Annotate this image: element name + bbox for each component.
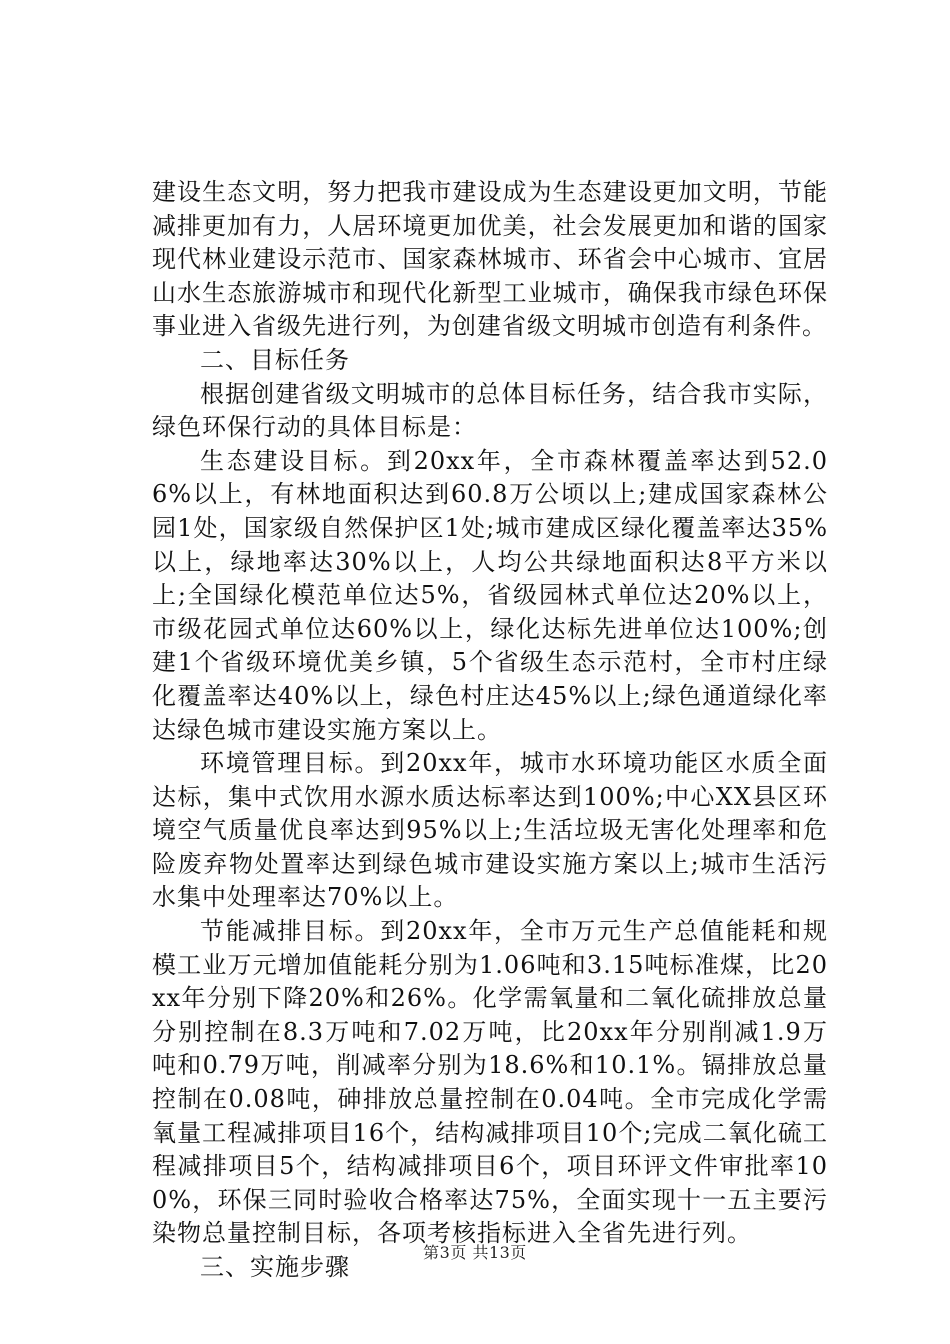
paragraph-energy-saving-goals: 节能减排目标。到20xx年，全市万元生产总值能耗和规模工业万元增加值能耗分别为1.06吨和3.15吨标准煤，比20xx年分别下降20%和26%。化学需氧量和二氧化硫排放总量分别控制在8.3万吨和7.02万吨，比20xx年分别削减1.9万吨和0.79万吨，削减率分别为18.6%和10.1%。镉排放总量控制在0.08吨，砷排放总量控制在0.04吨。全市完成化学需氧量工程减排项目16个，结构减排项目10个;完成二氧化硫工程减排项目5个，结构减排项目6个，项目环评文件审批率100%，环保三同时验收合格率达75%，全面实现十一五主要污染物总量控制目标，各项考核指标进入全省先进行列。 bbox=[152, 917, 828, 1248]
page-number-footer: 第3页 共13页 bbox=[423, 1243, 527, 1262]
paragraph-goals-intro: 根据创建省级文明城市的总体目标任务，结合我市实际，绿色环保行动的具体目标是： bbox=[152, 379, 828, 442]
paragraph-intro-continuation: 建设生态文明，努力把我市建设成为生态建设更加文明，节能减排更加有力，人居环境更加优美，社会发展更加和谐的国家现代林业建设示范市、国家森林城市、环省会中心城市、宜居山水生态旅游城市和现代化新型工业城市，确保我市绿色环保事业进入省级先进行列，为创建省级文明城市创造有利条件。 bbox=[152, 178, 828, 341]
paragraph-environment-management-goals: 环境管理目标。到20xx年，城市水环境功能区水质全面达标，集中式饮用水源水质达标率达到100%;中心XX县区环境空气质量优良率达到95%以上;生活垃圾无害化处理率和危险废弃物处置率达到绿色城市建设实施方案以上;城市生活污水集中处理率达70%以上。 bbox=[152, 749, 828, 912]
section-heading-goals: 二、目标任务 bbox=[200, 345, 350, 374]
section-heading-implementation-steps: 三、实施步骤 bbox=[200, 1253, 350, 1281]
document-body bbox=[152, 176, 828, 1285]
paragraph-ecological-goals: 生态建设目标。到20xx年，全市森林覆盖率达到52.06%以上，有林地面积达到60.8万公顷以上;建成国家森林公园1处，国家级自然保护区1处;城市建成区绿化覆盖率达35%以上，绿地率达30%以上，人均公共绿地面积达8平方米以上;全国绿化模范单位达5%，省级园林式单位达20%以上，市级花园式单位达60%以上，绿化达标先进单位达100%;创建1个省级环境优美乡镇，5个省级生态示范村，全市村庄绿化覆盖率达40%以上，绿色村庄达45%以上;绿色通道绿化率达绿色城市建设实施方案以上。 bbox=[152, 446, 828, 744]
